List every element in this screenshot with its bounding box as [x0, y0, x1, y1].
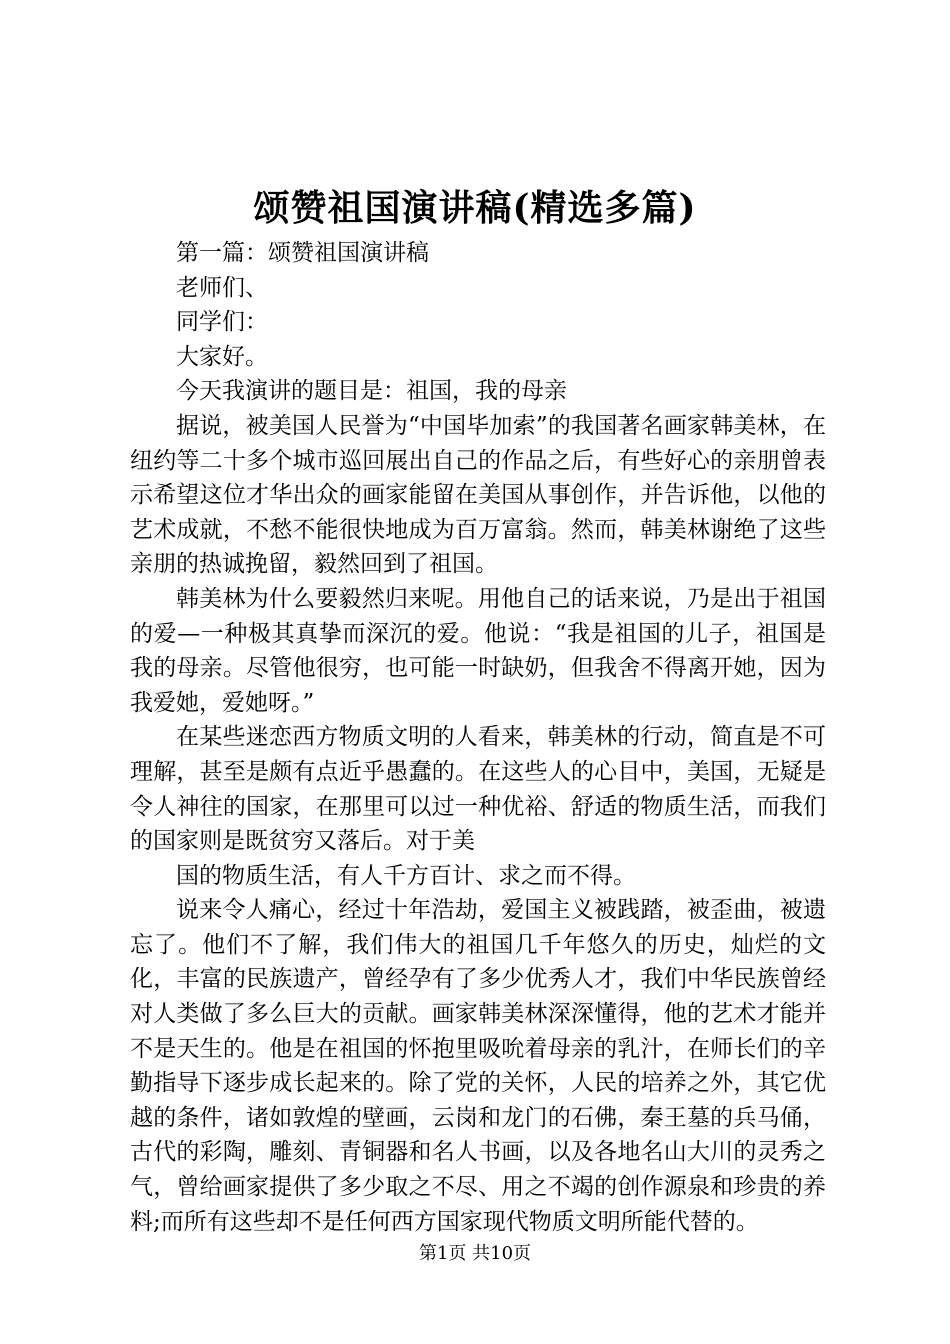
paragraph-salutation-students: 同学们： [176, 309, 268, 336]
document-body [130, 236, 826, 1239]
paragraph-speech-topic: 今天我演讲的题目是：祖国，我的母亲 [176, 378, 567, 405]
paragraph-body: 说来令人痛心，经过十年浩劫，爱国主义被践踏，被歪曲，被遗忘了。他们不了解，我们伟大的祖国几千年悠久的历史，灿烂的文化，丰富的民族遗产，曾经孕有了多少优秀人才，我们中华民族曾经对人类做了多么巨大的贡献。画家韩美林深深懂得，他的艺术才能并不是天生的。他是在祖国的怀抱里吸吮着母亲的乳汁，在师长们的辛勤指导下逐步成长起来的。除了党的关怀，人民的培养之外，其它优越的条件，诸如敦煌的壁画，云岗和龙门的石佛，秦王墓的兵马俑，古代的彩陶，雕刻、青铜器和名人书画，以及各地名山大川的灵秀之气，曾给画家提供了多少取之不尽、用之不竭的创作源泉和珍贵的养料;而所有这些却不是任何西方国家现代物质文明所能代替的。 [130, 897, 826, 1235]
paragraph-salutation-teachers: 老师们、 [176, 274, 268, 301]
paragraph-body: 在某些迷恋西方物质文明的人看来，韩美林的行动，简直是不可理解，甚至是颇有点近乎愚蠢的。在这些人的心目中，美国，无疑是令人神往的国家，在那里可以过一种优裕、舒适的物质生活，而我们的国家则是既贫穷又落后。对于美 [130, 724, 826, 855]
document-title: 颂赞祖国演讲稿(精选多篇) [253, 187, 697, 229]
paragraph-body: 据说，被美国人民誉为“中国毕加索”的我国著名画家韩美林，在纽约等二十多个城市巡回展出自己的作品之后，有些好心的亲朋曾表示希望这位才华出众的画家能留在美国从事创作，并告诉他，以他的艺术成就，不愁不能很快地成为百万富翁。然而，韩美林谢绝了这些亲朋的热诚挽留，毅然回到了祖国。 [130, 412, 826, 578]
paragraph-body: 韩美林为什么要毅然归来呢。用他自己的话来说，乃是出于祖国的爱—一种极其真挚而深沉的爱。他说：“我是祖国的儿子，祖国是我的母亲。尽管他很穷，也可能一时缺奶，但我舍不得离开她，因为我爱她，爱她呀。” [130, 585, 826, 716]
page-number-footer: 第1页 共10页 [418, 1243, 532, 1264]
paragraph-body: 国的物质生活，有人千方百计、求之而不得。 [176, 862, 636, 889]
paragraph-greeting: 大家好。 [176, 343, 268, 370]
paragraph-section-heading: 第一篇：颂赞祖国演讲稿 [176, 240, 429, 266]
